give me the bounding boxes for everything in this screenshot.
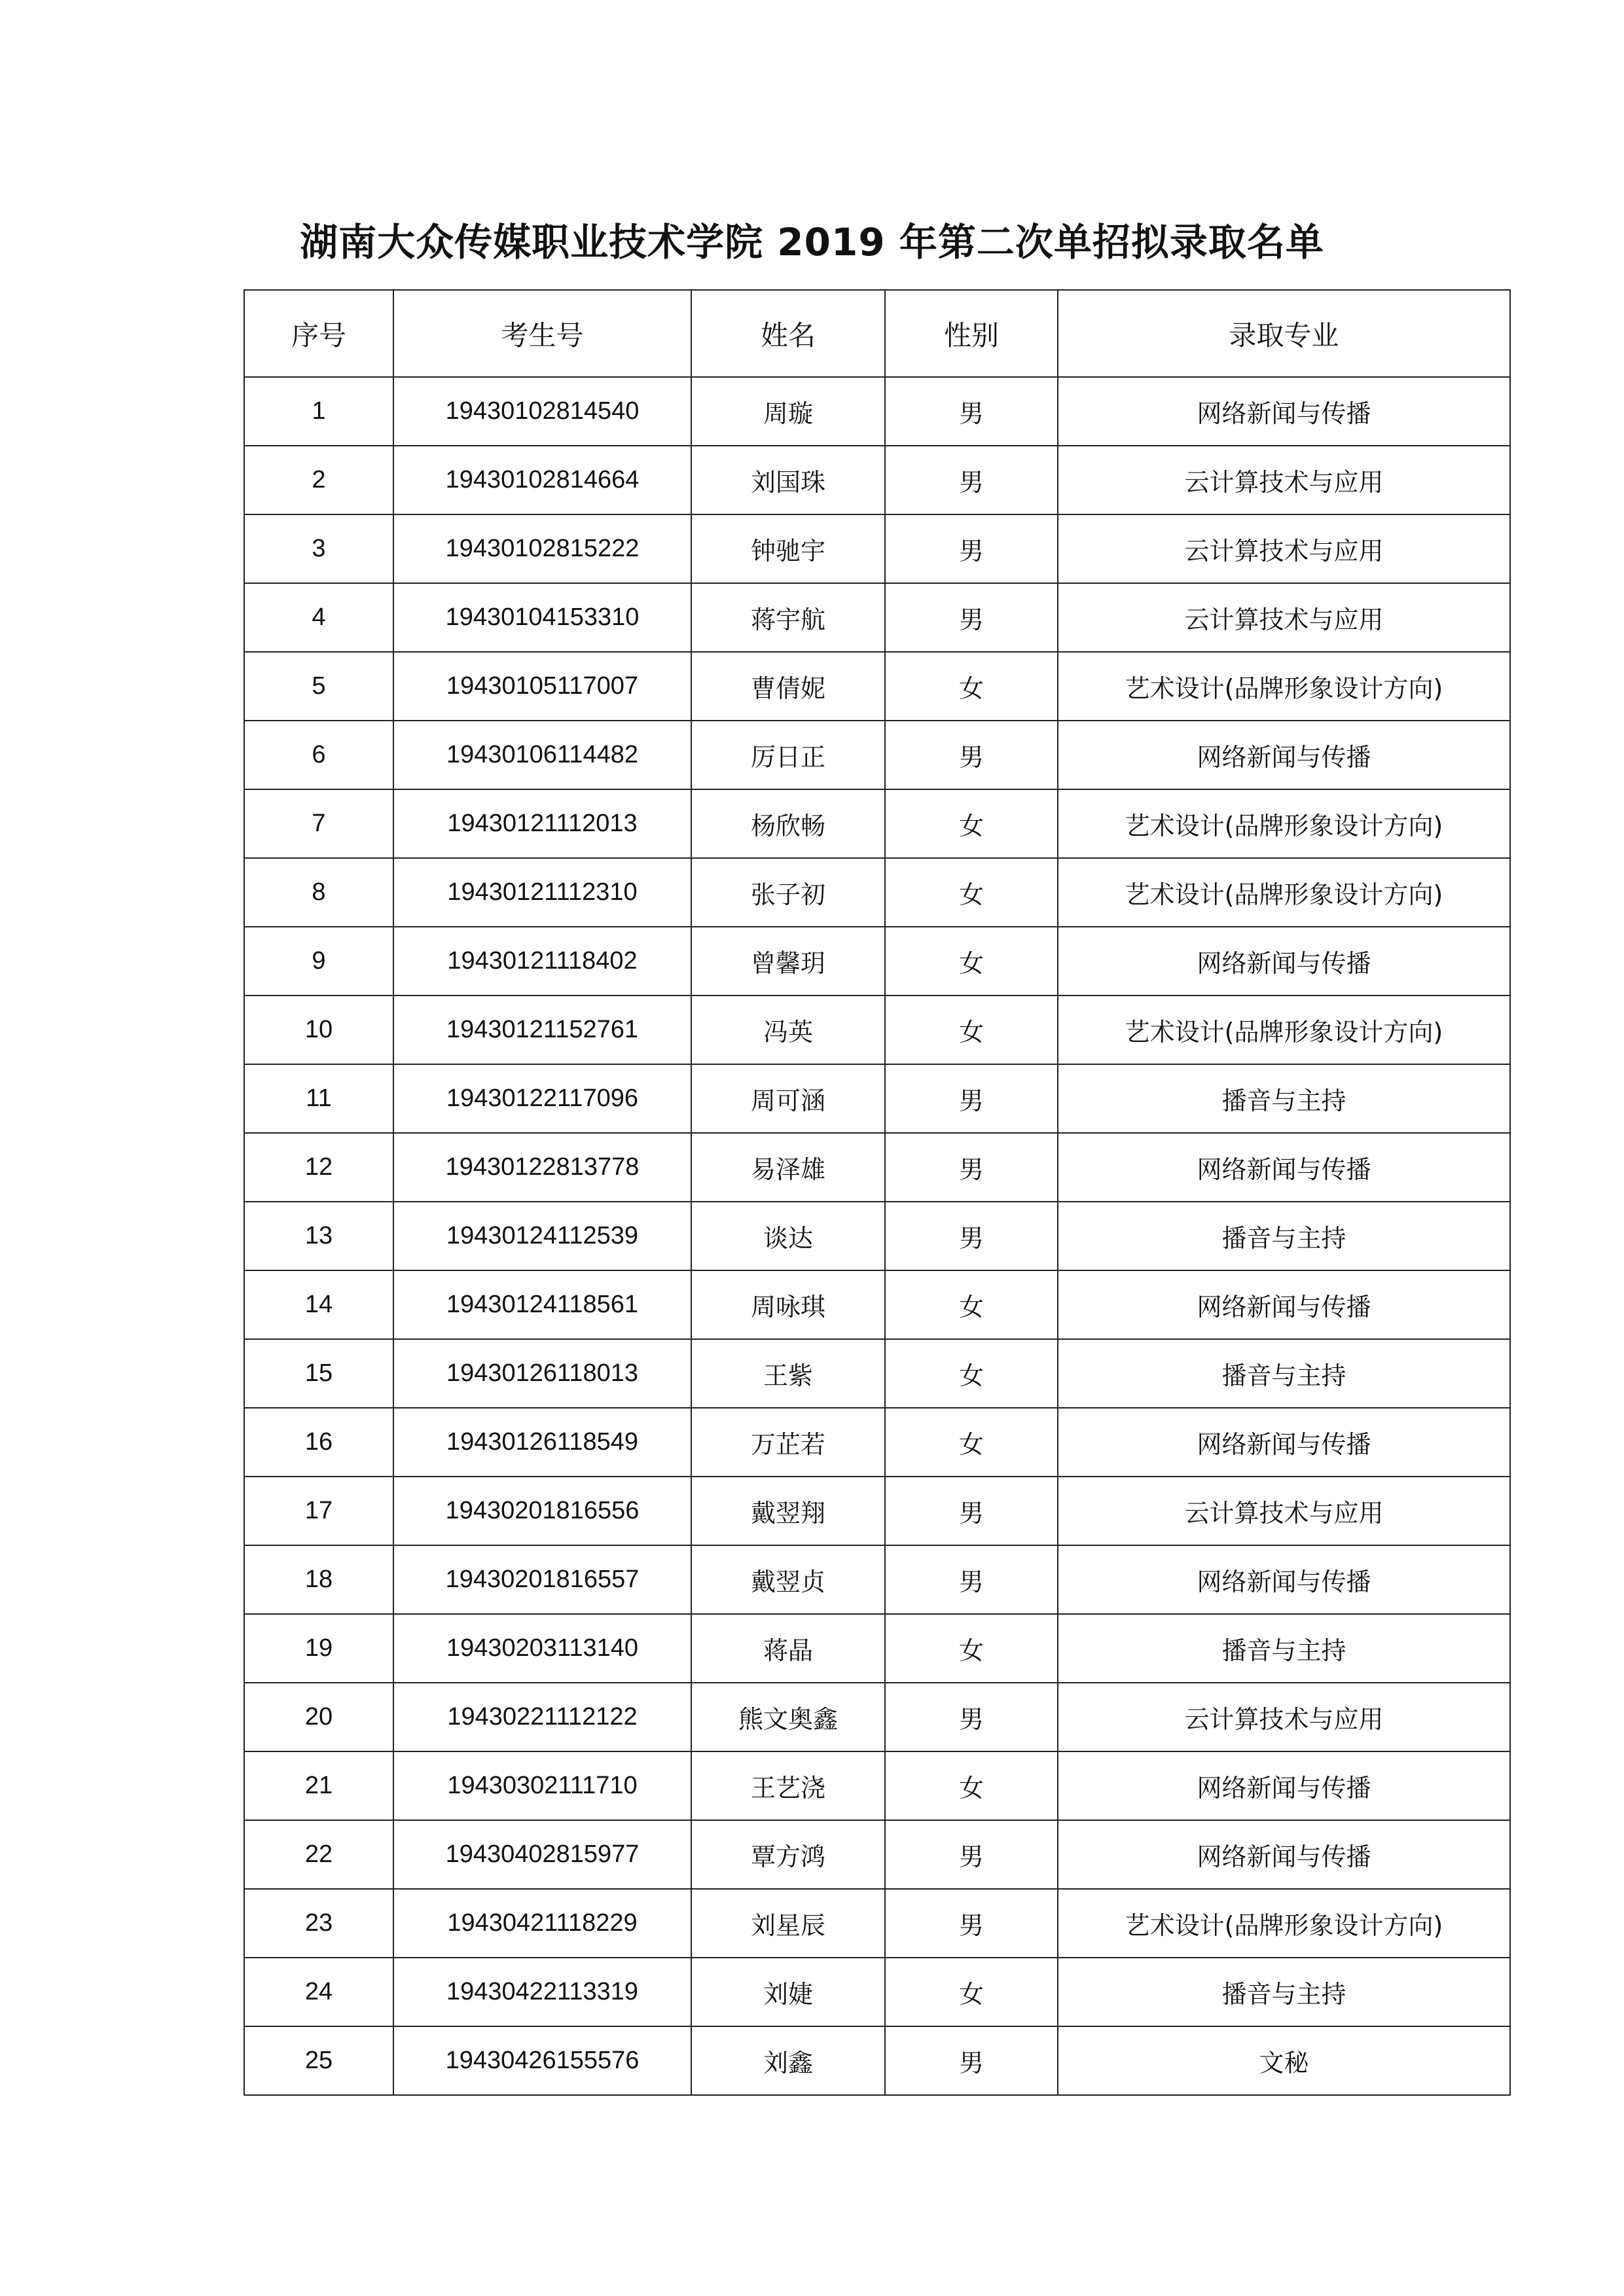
cell-gender: 男 bbox=[885, 1820, 1058, 1889]
cell-major: 艺术设计(品牌形象设计方向) bbox=[1058, 858, 1510, 927]
cell-gender: 男 bbox=[885, 2026, 1058, 2095]
table-body bbox=[244, 377, 1510, 2095]
cell-candidate-id: 19430121152761 bbox=[393, 996, 691, 1064]
table-row bbox=[244, 1270, 1510, 1339]
page-title: 湖南大众传媒职业技术学院 2019 年第二次单招拟录取名单 bbox=[300, 220, 1324, 264]
cell-candidate-id: 19430121112310 bbox=[393, 858, 691, 927]
cell-candidate-id: 19430421118229 bbox=[393, 1889, 691, 1958]
cell-seq: 22 bbox=[244, 1820, 393, 1889]
cell-name: 万芷若 bbox=[691, 1408, 885, 1477]
cell-name: 刘鑫 bbox=[691, 2026, 885, 2095]
cell-name: 覃方鸿 bbox=[691, 1820, 885, 1889]
table-row bbox=[244, 652, 1510, 721]
cell-gender: 男 bbox=[885, 1683, 1058, 1751]
cell-major: 云计算技术与应用 bbox=[1058, 1477, 1510, 1545]
cell-gender: 男 bbox=[885, 1477, 1058, 1545]
cell-gender: 男 bbox=[885, 583, 1058, 652]
cell-name: 周璇 bbox=[691, 377, 885, 446]
table-row bbox=[244, 1683, 1510, 1751]
cell-candidate-id: 19430402815977 bbox=[393, 1820, 691, 1889]
table-row bbox=[244, 1064, 1510, 1133]
cell-major: 播音与主持 bbox=[1058, 1202, 1510, 1270]
cell-candidate-id: 19430122117096 bbox=[393, 1064, 691, 1133]
cell-major: 网络新闻与传播 bbox=[1058, 927, 1510, 996]
cell-major: 网络新闻与传播 bbox=[1058, 1270, 1510, 1339]
cell-seq: 19 bbox=[244, 1614, 393, 1683]
cell-seq: 16 bbox=[244, 1408, 393, 1477]
table-row bbox=[244, 1820, 1510, 1889]
cell-seq: 12 bbox=[244, 1133, 393, 1202]
cell-major: 云计算技术与应用 bbox=[1058, 583, 1510, 652]
cell-major: 艺术设计(品牌形象设计方向) bbox=[1058, 996, 1510, 1064]
cell-seq: 17 bbox=[244, 1477, 393, 1545]
cell-gender: 女 bbox=[885, 1958, 1058, 2026]
cell-name: 曾馨玥 bbox=[691, 927, 885, 996]
cell-candidate-id: 19430102815222 bbox=[393, 514, 691, 583]
cell-gender: 男 bbox=[885, 1133, 1058, 1202]
cell-major: 网络新闻与传播 bbox=[1058, 1545, 1510, 1614]
cell-name: 刘星辰 bbox=[691, 1889, 885, 1958]
cell-name: 张子初 bbox=[691, 858, 885, 927]
cell-name: 戴翌贞 bbox=[691, 1545, 885, 1614]
cell-major: 播音与主持 bbox=[1058, 1339, 1510, 1408]
cell-seq: 6 bbox=[244, 721, 393, 789]
table-row bbox=[244, 446, 1510, 514]
cell-name: 蒋宇航 bbox=[691, 583, 885, 652]
cell-candidate-id: 19430102814540 bbox=[393, 377, 691, 446]
cell-major: 播音与主持 bbox=[1058, 1958, 1510, 2026]
cell-name: 蒋晶 bbox=[691, 1614, 885, 1683]
cell-major: 云计算技术与应用 bbox=[1058, 1683, 1510, 1751]
header-candidate-id: 考生号 bbox=[393, 290, 691, 377]
cell-candidate-id: 19430106114482 bbox=[393, 721, 691, 789]
cell-candidate-id: 19430426155576 bbox=[393, 2026, 691, 2095]
table-row bbox=[244, 721, 1510, 789]
cell-seq: 8 bbox=[244, 858, 393, 927]
cell-major: 网络新闻与传播 bbox=[1058, 1820, 1510, 1889]
table-row bbox=[244, 1751, 1510, 1820]
cell-candidate-id: 19430422113319 bbox=[393, 1958, 691, 2026]
cell-name: 钟驰宇 bbox=[691, 514, 885, 583]
header-seq: 序号 bbox=[244, 290, 393, 377]
cell-gender: 女 bbox=[885, 996, 1058, 1064]
table-row bbox=[244, 1408, 1510, 1477]
table-header bbox=[244, 290, 1510, 377]
cell-major: 云计算技术与应用 bbox=[1058, 514, 1510, 583]
cell-seq: 7 bbox=[244, 789, 393, 858]
cell-seq: 2 bbox=[244, 446, 393, 514]
table-row bbox=[244, 1958, 1510, 2026]
table-row bbox=[244, 1202, 1510, 1270]
cell-gender: 男 bbox=[885, 446, 1058, 514]
table-row bbox=[244, 583, 1510, 652]
cell-gender: 女 bbox=[885, 652, 1058, 721]
cell-name: 刘婕 bbox=[691, 1958, 885, 2026]
cell-major: 艺术设计(品牌形象设计方向) bbox=[1058, 789, 1510, 858]
table-row bbox=[244, 789, 1510, 858]
table-row bbox=[244, 2026, 1510, 2095]
cell-gender: 女 bbox=[885, 1408, 1058, 1477]
header-row bbox=[244, 290, 1510, 377]
cell-candidate-id: 19430201816557 bbox=[393, 1545, 691, 1614]
table-row bbox=[244, 927, 1510, 996]
cell-major: 播音与主持 bbox=[1058, 1614, 1510, 1683]
cell-candidate-id: 19430124118561 bbox=[393, 1270, 691, 1339]
cell-seq: 25 bbox=[244, 2026, 393, 2095]
cell-major: 艺术设计(品牌形象设计方向) bbox=[1058, 1889, 1510, 1958]
cell-gender: 男 bbox=[885, 1889, 1058, 1958]
header-gender: 性别 bbox=[885, 290, 1058, 377]
cell-name: 厉日正 bbox=[691, 721, 885, 789]
cell-gender: 女 bbox=[885, 789, 1058, 858]
table-row bbox=[244, 1477, 1510, 1545]
cell-seq: 4 bbox=[244, 583, 393, 652]
cell-gender: 男 bbox=[885, 377, 1058, 446]
cell-candidate-id: 19430121112013 bbox=[393, 789, 691, 858]
cell-major: 网络新闻与传播 bbox=[1058, 1751, 1510, 1820]
cell-gender: 女 bbox=[885, 927, 1058, 996]
cell-name: 王紫 bbox=[691, 1339, 885, 1408]
cell-candidate-id: 19430105117007 bbox=[393, 652, 691, 721]
cell-seq: 20 bbox=[244, 1683, 393, 1751]
cell-name: 刘国珠 bbox=[691, 446, 885, 514]
table-row bbox=[244, 996, 1510, 1064]
table-row bbox=[244, 514, 1510, 583]
cell-seq: 21 bbox=[244, 1751, 393, 1820]
cell-major: 网络新闻与传播 bbox=[1058, 721, 1510, 789]
header-name: 姓名 bbox=[691, 290, 885, 377]
cell-name: 熊文奥鑫 bbox=[691, 1683, 885, 1751]
cell-seq: 15 bbox=[244, 1339, 393, 1408]
cell-candidate-id: 19430121118402 bbox=[393, 927, 691, 996]
table-row bbox=[244, 1133, 1510, 1202]
cell-candidate-id: 19430203113140 bbox=[393, 1614, 691, 1683]
cell-major: 网络新闻与传播 bbox=[1058, 1133, 1510, 1202]
cell-seq: 5 bbox=[244, 652, 393, 721]
admission-table bbox=[244, 289, 1511, 2096]
cell-seq: 18 bbox=[244, 1545, 393, 1614]
cell-gender: 女 bbox=[885, 1751, 1058, 1820]
cell-seq: 3 bbox=[244, 514, 393, 583]
cell-major: 网络新闻与传播 bbox=[1058, 1408, 1510, 1477]
cell-major: 文秘 bbox=[1058, 2026, 1510, 2095]
cell-major: 网络新闻与传播 bbox=[1058, 377, 1510, 446]
cell-major: 艺术设计(品牌形象设计方向) bbox=[1058, 652, 1510, 721]
cell-gender: 男 bbox=[885, 1064, 1058, 1133]
cell-name: 易泽雄 bbox=[691, 1133, 885, 1202]
cell-gender: 男 bbox=[885, 514, 1058, 583]
cell-candidate-id: 19430124112539 bbox=[393, 1202, 691, 1270]
cell-seq: 9 bbox=[244, 927, 393, 996]
cell-candidate-id: 19430221112122 bbox=[393, 1683, 691, 1751]
cell-name: 曹倩妮 bbox=[691, 652, 885, 721]
cell-gender: 男 bbox=[885, 721, 1058, 789]
cell-name: 王艺浇 bbox=[691, 1751, 885, 1820]
cell-gender: 女 bbox=[885, 1339, 1058, 1408]
cell-seq: 1 bbox=[244, 377, 393, 446]
header-major: 录取专业 bbox=[1058, 290, 1510, 377]
cell-seq: 14 bbox=[244, 1270, 393, 1339]
cell-gender: 女 bbox=[885, 1270, 1058, 1339]
table-row bbox=[244, 1339, 1510, 1408]
cell-name: 杨欣畅 bbox=[691, 789, 885, 858]
cell-name: 周可涵 bbox=[691, 1064, 885, 1133]
cell-name: 谈达 bbox=[691, 1202, 885, 1270]
table-row bbox=[244, 858, 1510, 927]
cell-candidate-id: 19430201816556 bbox=[393, 1477, 691, 1545]
cell-name: 周咏琪 bbox=[691, 1270, 885, 1339]
table-row bbox=[244, 1889, 1510, 1958]
cell-seq: 10 bbox=[244, 996, 393, 1064]
cell-candidate-id: 19430302111710 bbox=[393, 1751, 691, 1820]
cell-seq: 11 bbox=[244, 1064, 393, 1133]
table-row bbox=[244, 377, 1510, 446]
cell-major: 播音与主持 bbox=[1058, 1064, 1510, 1133]
cell-candidate-id: 19430122813778 bbox=[393, 1133, 691, 1202]
cell-gender: 女 bbox=[885, 858, 1058, 927]
table-row bbox=[244, 1545, 1510, 1614]
cell-seq: 24 bbox=[244, 1958, 393, 2026]
table-row bbox=[244, 1614, 1510, 1683]
cell-gender: 女 bbox=[885, 1614, 1058, 1683]
cell-name: 戴翌翔 bbox=[691, 1477, 885, 1545]
cell-candidate-id: 19430126118549 bbox=[393, 1408, 691, 1477]
cell-candidate-id: 19430104153310 bbox=[393, 583, 691, 652]
cell-gender: 男 bbox=[885, 1202, 1058, 1270]
cell-gender: 男 bbox=[885, 1545, 1058, 1614]
cell-candidate-id: 19430102814664 bbox=[393, 446, 691, 514]
cell-seq: 23 bbox=[244, 1889, 393, 1958]
cell-name: 冯英 bbox=[691, 996, 885, 1064]
cell-major: 云计算技术与应用 bbox=[1058, 446, 1510, 514]
cell-seq: 13 bbox=[244, 1202, 393, 1270]
cell-candidate-id: 19430126118013 bbox=[393, 1339, 691, 1408]
